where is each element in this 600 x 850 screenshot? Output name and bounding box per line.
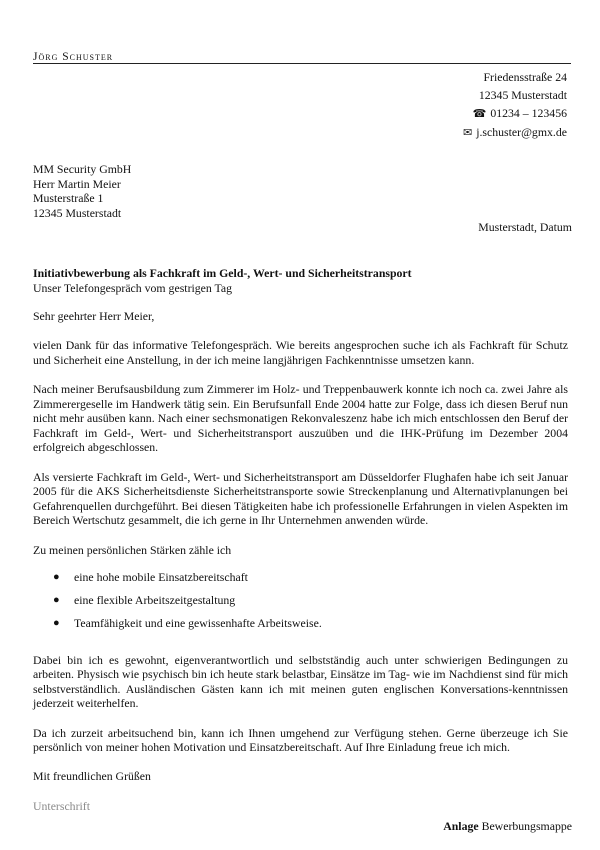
bullet-icon: ● (53, 570, 60, 583)
header-divider (33, 63, 571, 64)
enclosure-line (443, 819, 572, 834)
recipient-street: Musterstraße 1 (33, 191, 104, 206)
sender-email-line (463, 123, 567, 142)
body-paragraph-2: Nach meiner Berufsausbildung zum Zimmerer im Holz- und Treppenbauwerk konnte ich noch ca. zwei Jahre als Zimmerergeselle im Handwerk tätig sein. Ein Berufsunfall Ende 2004 hatte zur Folge, dass ich diesen Beruf nun nicht mehr ausüben kann. Nach einer sechsmonatigen Rekonvaleszenz habe ich mich entschlossen den Beruf der Fachkraft im Geld-, Wert- und Sicherheitstransport auszuüben und die IHK-Prüfung im Dezember 2004 erfolgreich abgeschlossen. (33, 381, 568, 455)
telephone-icon: ☎ (472, 108, 487, 120)
body-paragraph-4: Dabei bin ich es gewohnt, eigenverantwortlich und selbstständig auch unter schwierigen Bedingungen zu arbeiten. Physisch wie psychisch bin ich heute stark belastbar, Einsätze im Tag- wie im Nachdienst sind für mich selbstverständlich. Ausländischen Gästen kann ich mit meinen guten englischen Konversations-kenntnissen jederzeit weiterhelfen. (33, 652, 568, 711)
enclosure-text: Bewerbungsmappe (481, 819, 572, 833)
strength-item (33, 566, 568, 589)
strength-text: eine hohe mobile Einsatzbereitschaft (74, 569, 248, 584)
recipient-city: 12345 Musterstadt (33, 205, 122, 220)
letter-body (33, 309, 568, 813)
bullet-icon: ● (53, 616, 60, 629)
sender-name-header: Jörg Schuster (33, 51, 114, 63)
subject-block (33, 266, 412, 295)
sender-street: Friedensstraße 24 (483, 70, 567, 84)
sender-phone: 01234 – 123456 (490, 106, 567, 120)
closing: Mit freundlichen Grüßen (33, 769, 151, 784)
strength-item (33, 612, 568, 635)
recipient-company: MM Security GmbH (33, 162, 132, 176)
strength-text: eine flexible Arbeitszeitgestaltung (74, 592, 236, 607)
recipient-person: Herr Martin Meier (33, 176, 121, 191)
strength-text: Teamfähigkeit und eine gewissenhafte Arbeitsweise. (74, 615, 322, 630)
subject-title: Initiativbewerbung als Fachkraft im Geld-, Wert- und Sicherheitstransport (33, 266, 412, 280)
enclosure-label: Anlage (443, 819, 479, 833)
sender-address-block (463, 68, 567, 142)
recipient-address-block (33, 162, 131, 220)
letter-date: Musterstadt, Datum (478, 220, 572, 234)
salutation: Sehr geehrter Herr Meier, (33, 309, 155, 323)
signature-placeholder: Unterschrift (33, 798, 90, 813)
body-paragraph-3: Als versierte Fachkraft im Geld-, Wert- und Sicherheitstransport am Düsseldorfer Flughafen habe ich seit Januar 2005 für die AKS Sicherheitsdienste Sicherheitstransporte sowie Streckenplanung und Alternativplanungen bei Gefahrenquellen durchgeführt. Bei diesen Tätigkeiten habe ich professionelle Erfahrungen in vielen Aspekten im Bereich Wertschutz gesammelt, die ich gerne in Ihr Unternehmen anwenden würde. (33, 469, 568, 528)
sender-city: 12345 Musterstadt (478, 88, 567, 102)
strength-item (33, 589, 568, 612)
envelope-icon: ✉ (462, 127, 473, 139)
sender-phone-line (463, 104, 567, 123)
body-paragraph-1: vielen Dank für das informative Telefongespräch. Wie bereits angesprochen suche ich als Fachkraft für Schutz und Sicherheit eine Anstellung, in der ich meine langjährigen Fachkenntnisse umsetzen kann. (33, 338, 568, 367)
bullet-icon: ● (53, 593, 60, 606)
strengths-intro: Zu meinen persönlichen Stärken zähle ich (33, 542, 232, 557)
body-paragraph-5: Da ich zurzeit arbeitsuchend bin, kann ich Ihnen umgehend zur Verfügung stehen. Gerne überzeuge ich Sie persönlich von meiner hohen Motivation und Einsatzbereitschaft. Auf Ihre Einladung freue ich mich. (33, 725, 568, 755)
strengths-list (33, 566, 568, 635)
sender-email: j.schuster@gmx.de (476, 125, 567, 139)
subject-reference: Unser Telefongespräch vom gestrigen Tag (33, 280, 233, 295)
